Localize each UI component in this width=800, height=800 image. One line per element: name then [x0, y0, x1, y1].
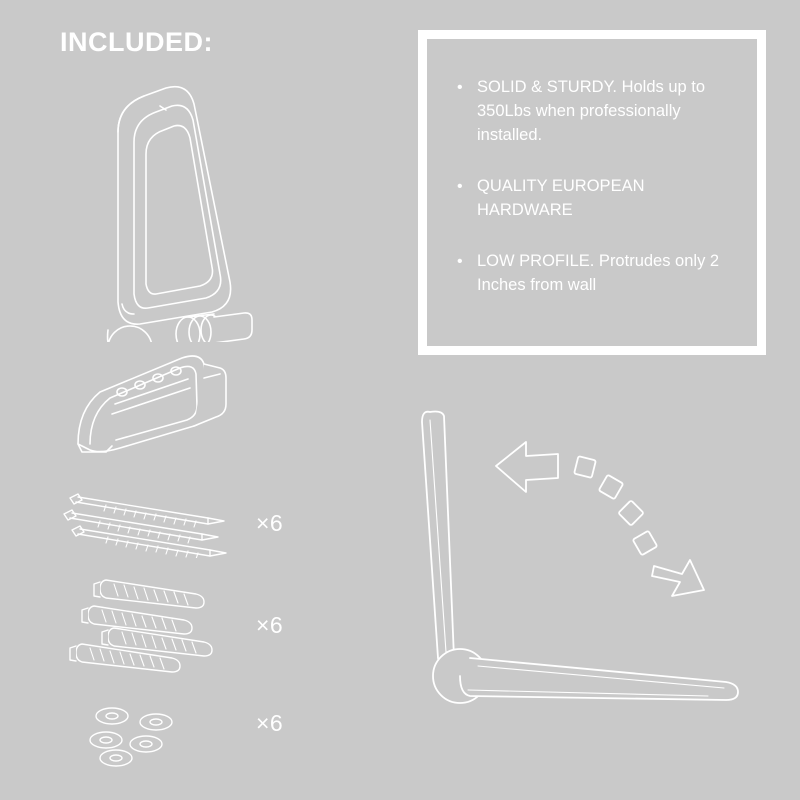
features-list — [455, 76, 735, 297]
bullet-icon: • — [457, 177, 463, 195]
wall-bracket-illustration — [48, 62, 258, 342]
screws-illustration — [58, 488, 238, 558]
wall-anchors-illustration — [58, 572, 238, 682]
feature-item — [455, 175, 735, 223]
folding-arm-motion-diagram — [408, 400, 768, 720]
screws-quantity: ×6 — [256, 510, 284, 536]
feature-text: QUALITY EUROPEAN HARDWARE — [477, 176, 645, 219]
feature-text: LOW PROFILE. Protrudes only 2 Inches from wall — [477, 251, 720, 294]
bullet-icon: • — [457, 252, 463, 270]
wall-anchors-quantity: ×6 — [256, 612, 284, 638]
low-profile-bracket-illustration — [60, 348, 240, 458]
washers-quantity: ×6 — [256, 710, 284, 736]
feature-item — [455, 76, 735, 148]
feature-text: SOLID & STURDY. Holds up to 350Lbs when professionally installed. — [477, 78, 706, 144]
bullet-icon: • — [457, 79, 463, 96]
feature-item — [455, 250, 735, 298]
page-title: INCLUDED: — [60, 27, 213, 57]
washers-illustration — [82, 700, 212, 770]
